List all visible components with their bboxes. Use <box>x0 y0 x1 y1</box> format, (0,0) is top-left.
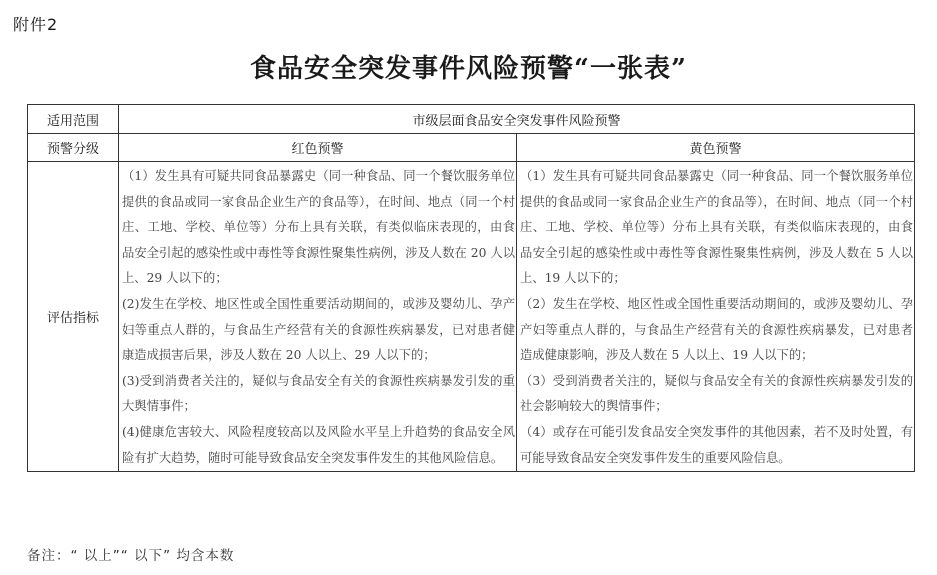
criteria-row <box>28 162 915 472</box>
attachment-label: 附件2 <box>13 15 59 34</box>
scope-label: 适用范围 <box>28 105 119 134</box>
yellow-criterion-1: （1）发生具有可疑共同食品暴露史（同一种食品、同一个餐饮服务单位提供的食品或同一家食品企业生产的食品等），在时间、地点（同一个村庄、工地、学校、单位等）分布上具有关联，有类似临床表现的，由食品安全引起的感染性或中毒性等食源性聚集性病例，涉及人数在 5 人以上、19 人以下的； <box>520 169 914 286</box>
scope-value: 市级层面食品安全突发事件风险预警 <box>119 105 915 134</box>
red-criterion-1: （1）发生具有可疑共同食品暴露史（同一种食品、同一个餐饮服务单位提供的食品或同一家食品企业生产的食品等），在时间、地点（同一个村庄、工地、学校、单位等）分布上具有关联，有类似临床表现的，由食品安全引起的感染性或中毒性等食源性聚集性病例，涉及人数在 20 人以上、29 人以下的； <box>122 169 515 286</box>
red-criterion-3: (3)受到消费者关注的，疑似与食品安全有关的食源性疾病暴发引发的重大舆情事件； <box>122 373 515 414</box>
yellow-criteria-cell <box>517 162 915 472</box>
document-title: 食品安全突发事件风险预警“一张表” <box>250 54 687 84</box>
yellow-criterion-4: （4）或存在可能引发食品安全突发事件的其他因素，若不及时处置，有可能导致食品安全突发事件发生的重要风险信息。 <box>520 424 914 465</box>
red-criterion-2: (2)发生在学校、地区性或全国性重要活动期间的，或涉及婴幼儿、孕产妇等重点人群的，与食品生产经营有关的食源性疾病暴发，已对患者健康造成损害后果，涉及人数在 20 人以上、29 人以下的； <box>122 296 515 363</box>
grade-label: 预警分级 <box>28 134 119 162</box>
footnote: 备注：“ 以上”“ 以下” 均含本数 <box>27 548 235 564</box>
red-warning-header: 红色预警 <box>119 134 517 162</box>
yellow-criterion-2: （2）发生在学校、地区性或全国性重要活动期间的，或涉及婴幼儿、孕产妇等重点人群的，与食品生产经营有关的食源性疾病暴发，已对患者造成健康影响，涉及人数在 5 人以上、19 人以下的； <box>520 296 914 363</box>
grade-row <box>28 134 915 162</box>
yellow-warning-header: 黄色预警 <box>517 134 915 162</box>
yellow-criterion-3: （3）受到消费者关注的，疑似与食品安全有关的食源性疾病暴发引发的社会影响较大的舆情事件； <box>520 373 914 414</box>
red-criterion-4: (4)健康危害较大、风险程度较高以及风险水平呈上升趋势的食品安全风险有扩大趋势，随时可能导致食品安全突发事件发生的其他风险信息。 <box>122 424 515 465</box>
scope-row <box>28 105 915 134</box>
risk-warning-table <box>27 104 915 472</box>
criteria-label: 评估指标 <box>28 162 119 472</box>
red-criteria-cell <box>119 162 517 472</box>
